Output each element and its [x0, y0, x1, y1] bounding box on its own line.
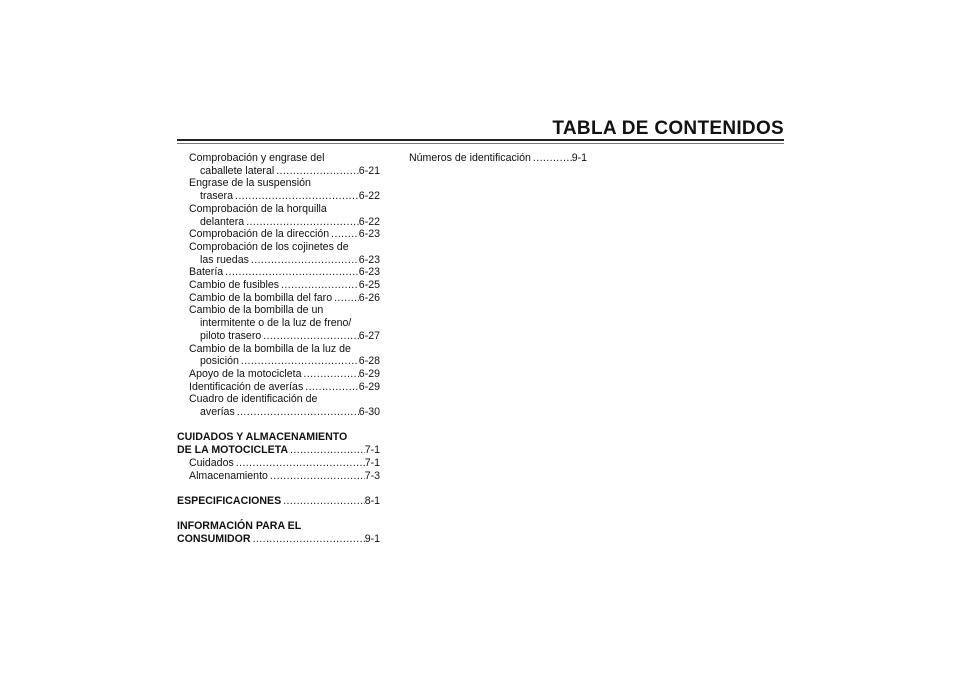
toc-entry[interactable]	[177, 241, 380, 266]
toc-entry-text: CUIDADOS Y ALMACENAMIENTO	[177, 431, 348, 444]
toc-entry-text: Comprobación de la horquilla	[189, 202, 327, 215]
toc-left-column	[177, 152, 380, 546]
toc-dot-leader	[281, 495, 364, 508]
toc-entry-text: INFORMACIÓN PARA EL	[177, 520, 302, 533]
toc-page-number: 9-1	[364, 533, 380, 546]
toc-dot-leader	[261, 330, 359, 343]
toc-entry[interactable]	[177, 228, 380, 241]
toc-dot-leader	[249, 254, 359, 267]
toc-page-number: 7-1	[364, 444, 380, 457]
toc-entry-text: Cuadro de identificación de	[189, 393, 318, 406]
toc-page-number: 6-23	[358, 228, 380, 241]
toc-dot-leader	[234, 457, 365, 470]
toc-dot-leader	[279, 279, 359, 292]
page-title: TABLA DE CONTENIDOS	[552, 118, 784, 139]
toc-entry-text: Engrase de la suspensión	[189, 177, 311, 190]
toc-dot-leader	[239, 355, 359, 368]
toc-page-number: 6-21	[358, 164, 380, 177]
toc-entry[interactable]	[177, 381, 380, 394]
toc-entry[interactable]	[177, 470, 380, 483]
toc-entry-text: caballete lateral	[200, 164, 275, 177]
toc-dot-leader	[303, 381, 359, 394]
toc-dot-leader	[274, 165, 359, 178]
toc-entry-text: Cuidados	[189, 456, 234, 469]
toc-entry[interactable]	[177, 292, 380, 305]
toc-page-number: 9-1	[571, 152, 587, 164]
toc-dot-leader	[251, 533, 365, 546]
toc-entry[interactable]	[177, 203, 380, 228]
toc-chapter-entry[interactable]	[177, 520, 380, 545]
toc-entry[interactable]	[177, 177, 380, 202]
toc-entry-text: Identificación de averías	[189, 380, 304, 393]
toc-entry-text: Comprobación y engrase del	[189, 152, 325, 164]
toc-page-number: 6-23	[358, 253, 380, 266]
toc-page-number: 6-25	[358, 279, 380, 292]
toc-entry[interactable]	[177, 343, 380, 368]
toc-page-number: 6-22	[358, 190, 380, 203]
toc-entry-text: Números de identificación	[409, 152, 531, 164]
toc-page-number: 7-1	[364, 456, 380, 469]
toc-right-column	[397, 152, 587, 165]
toc-entry-text: Cambio de la bombilla de la luz de	[189, 342, 351, 355]
toc-entry-text: piloto trasero	[200, 329, 262, 342]
toc-page-number: 7-3	[364, 469, 380, 482]
toc-dot-leader	[288, 444, 365, 457]
title-rule-thin	[177, 143, 784, 144]
toc-entry-text: las ruedas	[200, 253, 249, 266]
toc-entry-text: Batería	[189, 266, 224, 279]
toc-entry[interactable]	[177, 393, 380, 418]
toc-chapter-entry[interactable]	[177, 495, 380, 508]
toc-dot-leader	[233, 190, 359, 203]
toc-entry-text: Comprobación de la dirección	[189, 228, 330, 241]
toc-page-number: 6-27	[358, 329, 380, 342]
toc-page-number: 6-28	[358, 355, 380, 368]
toc-dot-leader	[223, 266, 359, 279]
toc-page-number: 6-29	[358, 367, 380, 380]
toc-dot-leader	[268, 470, 365, 483]
toc-entry-text: posición	[200, 355, 239, 368]
toc-dot-leader	[235, 406, 359, 419]
toc-dot-leader	[301, 368, 358, 381]
toc-entry[interactable]	[177, 152, 380, 177]
toc-entry-text: CONSUMIDOR	[177, 533, 251, 546]
toc-dot-leader	[244, 216, 359, 229]
toc-entry-text: intermitente o de la luz de freno/	[200, 317, 352, 330]
toc-entry[interactable]	[177, 266, 380, 279]
toc-entry-text: Cambio de la bombilla del faro	[189, 291, 333, 304]
toc-entry[interactable]	[177, 457, 380, 470]
toc-page-number: 6-22	[358, 215, 380, 228]
toc-entry-text: Almacenamiento	[189, 469, 268, 482]
toc-dot-leader	[332, 292, 359, 305]
toc-page-number: 8-1	[364, 494, 380, 507]
toc-entry[interactable]	[177, 279, 380, 292]
toc-entry-text: Apoyo de la motocicleta	[189, 367, 302, 380]
toc-page-number: 6-26	[358, 291, 380, 304]
toc-entry-text: ESPECIFICACIONES	[177, 494, 282, 507]
toc-page-number: 6-29	[358, 380, 380, 393]
toc-entry-text: DE LA MOTOCICLETA	[177, 444, 289, 457]
toc-chapter-entry[interactable]	[177, 431, 380, 456]
toc-dot-leader	[531, 152, 572, 165]
toc-entry-text: Cambio de la bombilla de un	[189, 304, 324, 317]
toc-entry-text: Comprobación de los cojinetes de	[189, 240, 349, 253]
toc-entry[interactable]	[177, 368, 380, 381]
title-rule-thick	[177, 139, 784, 141]
toc-entry-text: Cambio de fusibles	[189, 279, 280, 292]
toc-entry[interactable]	[177, 304, 380, 342]
toc-entry-text: delantera	[200, 215, 245, 228]
toc-entry[interactable]	[397, 152, 587, 165]
toc-page-number: 6-30	[358, 406, 380, 419]
toc-entry-text: trasera	[200, 190, 233, 203]
toc-page-number: 6-23	[358, 266, 380, 279]
toc-entry-text: averías	[200, 406, 235, 419]
toc-dot-leader	[329, 228, 359, 241]
